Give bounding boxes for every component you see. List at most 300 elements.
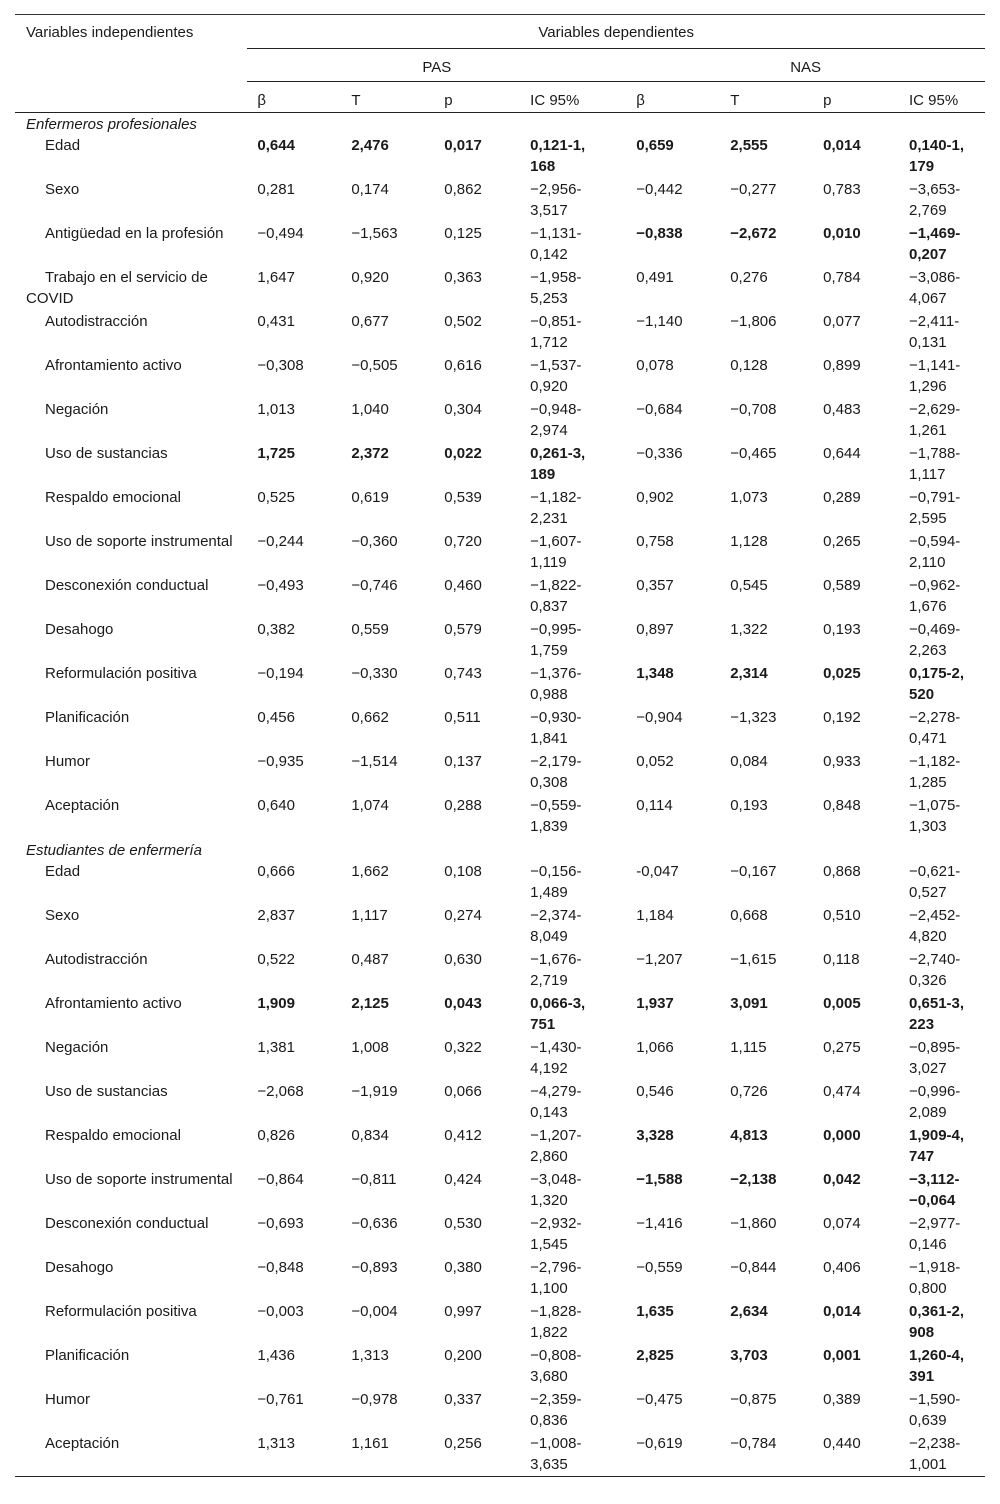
row-label: Desahogo: [45, 1259, 114, 1276]
value: −0,493: [257, 577, 304, 594]
value: 1,066: [636, 1039, 674, 1056]
value: 0,783: [823, 181, 861, 198]
value-cell: [720, 1345, 813, 1389]
ci-cell: [520, 487, 626, 531]
value: −0,619: [636, 1435, 683, 1452]
value: 0,525: [257, 489, 295, 506]
value: −1,140: [636, 313, 683, 330]
row-label: Desahogo: [45, 621, 114, 638]
value: 0,483: [823, 401, 861, 418]
value-cell: [341, 223, 434, 267]
ci-cell: [520, 1433, 626, 1477]
value-cell: [626, 993, 720, 1037]
value-cell: [341, 487, 434, 531]
confidence-interval: −0,851-1,712: [530, 313, 582, 351]
ci-cell: [520, 795, 626, 839]
value: 2,476: [351, 137, 389, 154]
ci-cell: [899, 223, 985, 267]
table-row: [15, 487, 985, 531]
value-cell: [247, 663, 341, 707]
value: 0,659: [636, 137, 674, 154]
row-label-cell: [15, 1125, 247, 1169]
ci-cell: [899, 355, 985, 399]
row-label-cell: [15, 707, 247, 751]
value: 0,281: [257, 181, 295, 198]
value: 0,084: [730, 753, 768, 770]
value-cell: [434, 443, 520, 487]
value-cell: [341, 949, 434, 993]
column-header: p: [434, 82, 520, 113]
confidence-interval: 0,121-1,168: [530, 137, 586, 175]
row-label-cell: [15, 751, 247, 795]
value-cell: [341, 267, 434, 311]
row-label: Respaldo emocional: [45, 1127, 181, 1144]
value-cell: [626, 1213, 720, 1257]
value-cell: [247, 905, 341, 949]
value: 0,666: [257, 863, 295, 880]
value-cell: [247, 1389, 341, 1433]
value-cell: [626, 707, 720, 751]
ci-cell: [520, 135, 626, 179]
pas-group-header: PAS: [247, 49, 626, 82]
value: 0,902: [636, 489, 674, 506]
row-label: Planificación: [45, 1347, 130, 1364]
value: −0,904: [636, 709, 683, 726]
value: 1,074: [351, 797, 389, 814]
confidence-interval: −1,828-1,822: [530, 1303, 582, 1341]
value-cell: [813, 311, 899, 355]
value-cell: [434, 223, 520, 267]
value-cell: [720, 1169, 813, 1213]
value-cell: [813, 399, 899, 443]
value-cell: [247, 707, 341, 751]
column-header: β: [626, 82, 720, 113]
value-cell: [813, 135, 899, 179]
ci-cell: [520, 751, 626, 795]
column-header: β: [247, 82, 341, 113]
value-cell: [813, 1345, 899, 1389]
value-cell: [247, 1433, 341, 1477]
table-row: [15, 1169, 985, 1213]
value-cell: [341, 531, 434, 575]
value: 1,322: [730, 621, 768, 638]
value-cell: [720, 751, 813, 795]
row-label-cell: [15, 1037, 247, 1081]
row-label: Afrontamiento activo: [45, 995, 182, 1012]
value: 1,937: [636, 995, 674, 1012]
confidence-interval: −3,048-1,320: [530, 1171, 582, 1209]
confidence-interval: 0,651-3,223: [909, 995, 965, 1033]
ci-cell: [899, 399, 985, 443]
value: 0,589: [823, 577, 861, 594]
ci-cell: [899, 311, 985, 355]
value: 0,276: [730, 269, 768, 286]
value: 0,043: [444, 995, 482, 1012]
confidence-interval: −1,607-1,119: [530, 533, 582, 571]
value-cell: [247, 1081, 341, 1125]
confidence-interval: −3,653-2,769: [909, 181, 961, 219]
row-label-cell: [15, 949, 247, 993]
confidence-interval: −3,086-4,067: [909, 269, 961, 307]
value: −1,615: [730, 951, 777, 968]
value-cell: [341, 1037, 434, 1081]
value: −1,416: [636, 1215, 683, 1232]
value: 0,897: [636, 621, 674, 638]
value: 0,114: [636, 797, 673, 814]
value: 0,726: [730, 1083, 768, 1100]
row-label: Autodistracción: [45, 951, 148, 968]
value: 0,616: [444, 357, 482, 374]
ci-cell: [899, 1389, 985, 1433]
value-cell: [434, 1081, 520, 1125]
table-row: [15, 311, 985, 355]
confidence-interval: −0,594-2,110: [909, 533, 961, 571]
value-cell: [434, 1301, 520, 1345]
value: −0,505: [351, 357, 398, 374]
value-cell: [813, 663, 899, 707]
value-cell: [813, 1125, 899, 1169]
value: 0,677: [351, 313, 389, 330]
table-row: [15, 575, 985, 619]
value: −0,004: [351, 1303, 398, 1320]
row-label: Humor: [45, 1391, 91, 1408]
value: −0,844: [730, 1259, 777, 1276]
value-cell: [626, 1433, 720, 1477]
row-label-cell: [15, 1433, 247, 1477]
confidence-interval: −0,156-1,489: [530, 863, 582, 901]
value-cell: [720, 575, 813, 619]
value: 2,314: [730, 665, 768, 682]
value: 0,389: [823, 1391, 861, 1408]
confidence-interval: −0,791-2,595: [909, 489, 961, 527]
value-cell: [720, 443, 813, 487]
value-cell: [247, 223, 341, 267]
confidence-interval: −2,278-0,471: [909, 709, 961, 747]
value-cell: [434, 1125, 520, 1169]
value-cell: [626, 179, 720, 223]
value: −0,167: [730, 863, 777, 880]
value: 2,837: [257, 907, 295, 924]
value: 0,487: [351, 951, 389, 968]
value: 1,040: [351, 401, 389, 418]
confidence-interval: −2,411-0,131: [909, 313, 960, 351]
value-cell: [247, 355, 341, 399]
row-label: Negación: [45, 1039, 109, 1056]
dependent-variables-header: Variables dependientes: [247, 15, 985, 49]
header-row-2: [15, 49, 985, 82]
table-row: [15, 949, 985, 993]
value-cell: [813, 355, 899, 399]
value: 0,017: [444, 137, 482, 154]
ci-cell: [520, 707, 626, 751]
ci-cell: [899, 619, 985, 663]
row-label: Planificación: [45, 709, 130, 726]
table-row: [15, 399, 985, 443]
value-cell: [720, 487, 813, 531]
ci-cell: [520, 1257, 626, 1301]
value: 1,635: [636, 1303, 674, 1320]
value-cell: [626, 355, 720, 399]
value: −0,465: [730, 445, 777, 462]
value-cell: [247, 1345, 341, 1389]
value-cell: [341, 1301, 434, 1345]
row-label: Respaldo emocional: [45, 489, 181, 506]
value: 0,014: [823, 137, 861, 154]
row-label-cell: [15, 1389, 247, 1433]
value-cell: [434, 1433, 520, 1477]
confidence-interval: −1,430-4,192: [530, 1039, 582, 1077]
confidence-interval: −0,559-1,839: [530, 797, 582, 835]
value-cell: [434, 663, 520, 707]
value-cell: [626, 1345, 720, 1389]
confidence-interval: −2,796-1,100: [530, 1259, 582, 1297]
table-row: [15, 619, 985, 663]
confidence-interval: 0,361-2,908: [909, 1303, 965, 1341]
header-row-3: [15, 82, 985, 113]
ci-cell: [899, 1081, 985, 1125]
value-cell: [341, 135, 434, 179]
value: 2,634: [730, 1303, 768, 1320]
value: −1,563: [351, 225, 398, 242]
value-cell: [247, 267, 341, 311]
value-cell: [813, 993, 899, 1037]
value: −1,806: [730, 313, 777, 330]
row-label: Uso de sustancias: [45, 1083, 168, 1100]
value: 0,784: [823, 269, 861, 286]
value-cell: [247, 1301, 341, 1345]
row-label-cell: [15, 135, 247, 179]
table-row: [15, 707, 985, 751]
value-cell: [720, 1389, 813, 1433]
value-cell: [434, 861, 520, 905]
value-cell: [626, 311, 720, 355]
ci-cell: [899, 1257, 985, 1301]
value-cell: [341, 1213, 434, 1257]
ci-cell: [899, 1037, 985, 1081]
confidence-interval: −0,948-2,974: [530, 401, 582, 439]
confidence-interval: −1,958-5,253: [530, 269, 582, 307]
value: 0,304: [444, 401, 482, 418]
value: −2,138: [730, 1171, 777, 1188]
value: 0,125: [444, 225, 482, 242]
confidence-interval: −1,469-0,207: [909, 225, 961, 263]
row-label: Trabajo en el servicio de COVID: [26, 269, 208, 307]
ci-cell: [520, 179, 626, 223]
row-label: Reformulación positiva: [45, 665, 197, 682]
independent-variables-header: Variables independientes: [15, 15, 247, 49]
value: 0,668: [730, 907, 768, 924]
value: −2,068: [257, 1083, 304, 1100]
value: −1,588: [636, 1171, 683, 1188]
value: −0,875: [730, 1391, 777, 1408]
ci-cell: [520, 949, 626, 993]
ci-cell: [520, 1169, 626, 1213]
value-cell: [247, 399, 341, 443]
confidence-interval: −1,676-2,719: [530, 951, 582, 989]
row-label: Uso de soporte instrumental: [45, 533, 233, 550]
row-label-cell: [15, 311, 247, 355]
value-cell: [434, 905, 520, 949]
value: 0,431: [257, 313, 295, 330]
value-cell: [626, 1037, 720, 1081]
table-row: [15, 179, 985, 223]
value: 0,010: [823, 225, 861, 242]
value: 1,115: [730, 1039, 767, 1056]
value: 2,825: [636, 1347, 674, 1364]
value: −0,308: [257, 357, 304, 374]
row-label: Aceptación: [45, 797, 120, 814]
ci-cell: [899, 487, 985, 531]
ci-cell: [520, 1301, 626, 1345]
value: 0,539: [444, 489, 482, 506]
value: −0,194: [257, 665, 304, 682]
value-cell: [720, 1125, 813, 1169]
value: 0,440: [823, 1435, 861, 1452]
value: −0,336: [636, 445, 683, 462]
value-cell: [626, 905, 720, 949]
value: 3,328: [636, 1127, 674, 1144]
value: 0,118: [823, 951, 860, 968]
value: 0,052: [636, 753, 674, 770]
confidence-interval: −1,075-1,303: [909, 797, 961, 835]
ci-cell: [899, 1345, 985, 1389]
row-label: Edad: [45, 863, 81, 880]
value: −0,636: [351, 1215, 398, 1232]
value-cell: [247, 443, 341, 487]
table-row: [15, 795, 985, 839]
value-cell: [813, 949, 899, 993]
row-label: Autodistracción: [45, 313, 148, 330]
value: −0,864: [257, 1171, 304, 1188]
row-label-cell: [15, 1301, 247, 1345]
value-cell: [434, 487, 520, 531]
value: 0,077: [823, 313, 861, 330]
value-cell: [626, 1081, 720, 1125]
value: 0,644: [823, 445, 861, 462]
value-cell: [720, 1081, 813, 1125]
value-cell: [626, 575, 720, 619]
confidence-interval: −2,977-0,146: [909, 1215, 961, 1253]
value: 3,091: [730, 995, 768, 1012]
value-cell: [626, 751, 720, 795]
ci-cell: [520, 905, 626, 949]
table-row: [15, 1301, 985, 1345]
row-label-cell: [15, 443, 247, 487]
value: 0,530: [444, 1215, 482, 1232]
value-cell: [720, 355, 813, 399]
value: 0,322: [444, 1039, 482, 1056]
value-cell: [341, 707, 434, 751]
value-cell: [626, 795, 720, 839]
ci-cell: [899, 663, 985, 707]
value: 2,555: [730, 137, 768, 154]
row-label-cell: [15, 399, 247, 443]
value-cell: [341, 663, 434, 707]
value-cell: [720, 1257, 813, 1301]
value: 0,545: [730, 577, 768, 594]
column-header: T: [341, 82, 434, 113]
value: 0,424: [444, 1171, 482, 1188]
value: 1,313: [351, 1347, 389, 1364]
confidence-interval: −0,930-1,841: [530, 709, 582, 747]
value: −0,708: [730, 401, 777, 418]
value: 1,184: [636, 907, 674, 924]
value-cell: [247, 487, 341, 531]
table-row: [15, 861, 985, 905]
value: −0,442: [636, 181, 683, 198]
ci-cell: [520, 993, 626, 1037]
value-cell: [720, 223, 813, 267]
value: −0,559: [636, 1259, 683, 1276]
value: 0,042: [823, 1171, 861, 1188]
value: 0,848: [823, 797, 861, 814]
value-cell: [341, 1433, 434, 1477]
value-cell: [434, 619, 520, 663]
value-cell: [813, 1081, 899, 1125]
value: 0,337: [444, 1391, 482, 1408]
ci-cell: [520, 311, 626, 355]
value: 3,703: [730, 1347, 768, 1364]
ci-cell: [520, 1389, 626, 1433]
value: 2,125: [351, 995, 389, 1012]
table-body: [15, 113, 985, 1477]
value-cell: [720, 311, 813, 355]
ci-cell: [520, 1037, 626, 1081]
confidence-interval: −3,112-−0,064: [909, 1171, 960, 1209]
row-label-cell: [15, 1213, 247, 1257]
value-cell: [720, 663, 813, 707]
ci-cell: [520, 1345, 626, 1389]
confidence-interval: −0,895-3,027: [909, 1039, 961, 1077]
value: 0,862: [444, 181, 482, 198]
value-cell: [720, 1301, 813, 1345]
value-cell: [626, 861, 720, 905]
row-label-cell: [15, 267, 247, 311]
value-cell: [626, 1301, 720, 1345]
row-label: Afrontamiento activo: [45, 357, 182, 374]
value-cell: [434, 1345, 520, 1389]
value-cell: [813, 487, 899, 531]
confidence-interval: 0,066-3,751: [530, 995, 586, 1033]
value: −0,475: [636, 1391, 683, 1408]
value-cell: [626, 487, 720, 531]
value: −0,330: [351, 665, 398, 682]
value-cell: [247, 1125, 341, 1169]
section-title: Estudiantes de enfermería: [26, 842, 202, 859]
confidence-interval: −1,207-2,860: [530, 1127, 582, 1165]
ci-cell: [899, 751, 985, 795]
row-label: Humor: [45, 753, 91, 770]
value: −1,860: [730, 1215, 777, 1232]
value-cell: [434, 179, 520, 223]
value: 0,743: [444, 665, 482, 682]
ci-cell: [520, 267, 626, 311]
value: −0,848: [257, 1259, 304, 1276]
value: 0,522: [257, 951, 295, 968]
value-cell: [247, 751, 341, 795]
row-label-cell: [15, 1257, 247, 1301]
ci-cell: [899, 135, 985, 179]
confidence-interval: −2,629-1,261: [909, 401, 961, 439]
value-cell: [720, 905, 813, 949]
value-cell: [720, 619, 813, 663]
ci-cell: [520, 619, 626, 663]
value: 1,725: [257, 445, 295, 462]
value: 1,909: [257, 995, 295, 1012]
value: 0,619: [351, 489, 389, 506]
value: −1,514: [351, 753, 398, 770]
table-row: [15, 993, 985, 1037]
